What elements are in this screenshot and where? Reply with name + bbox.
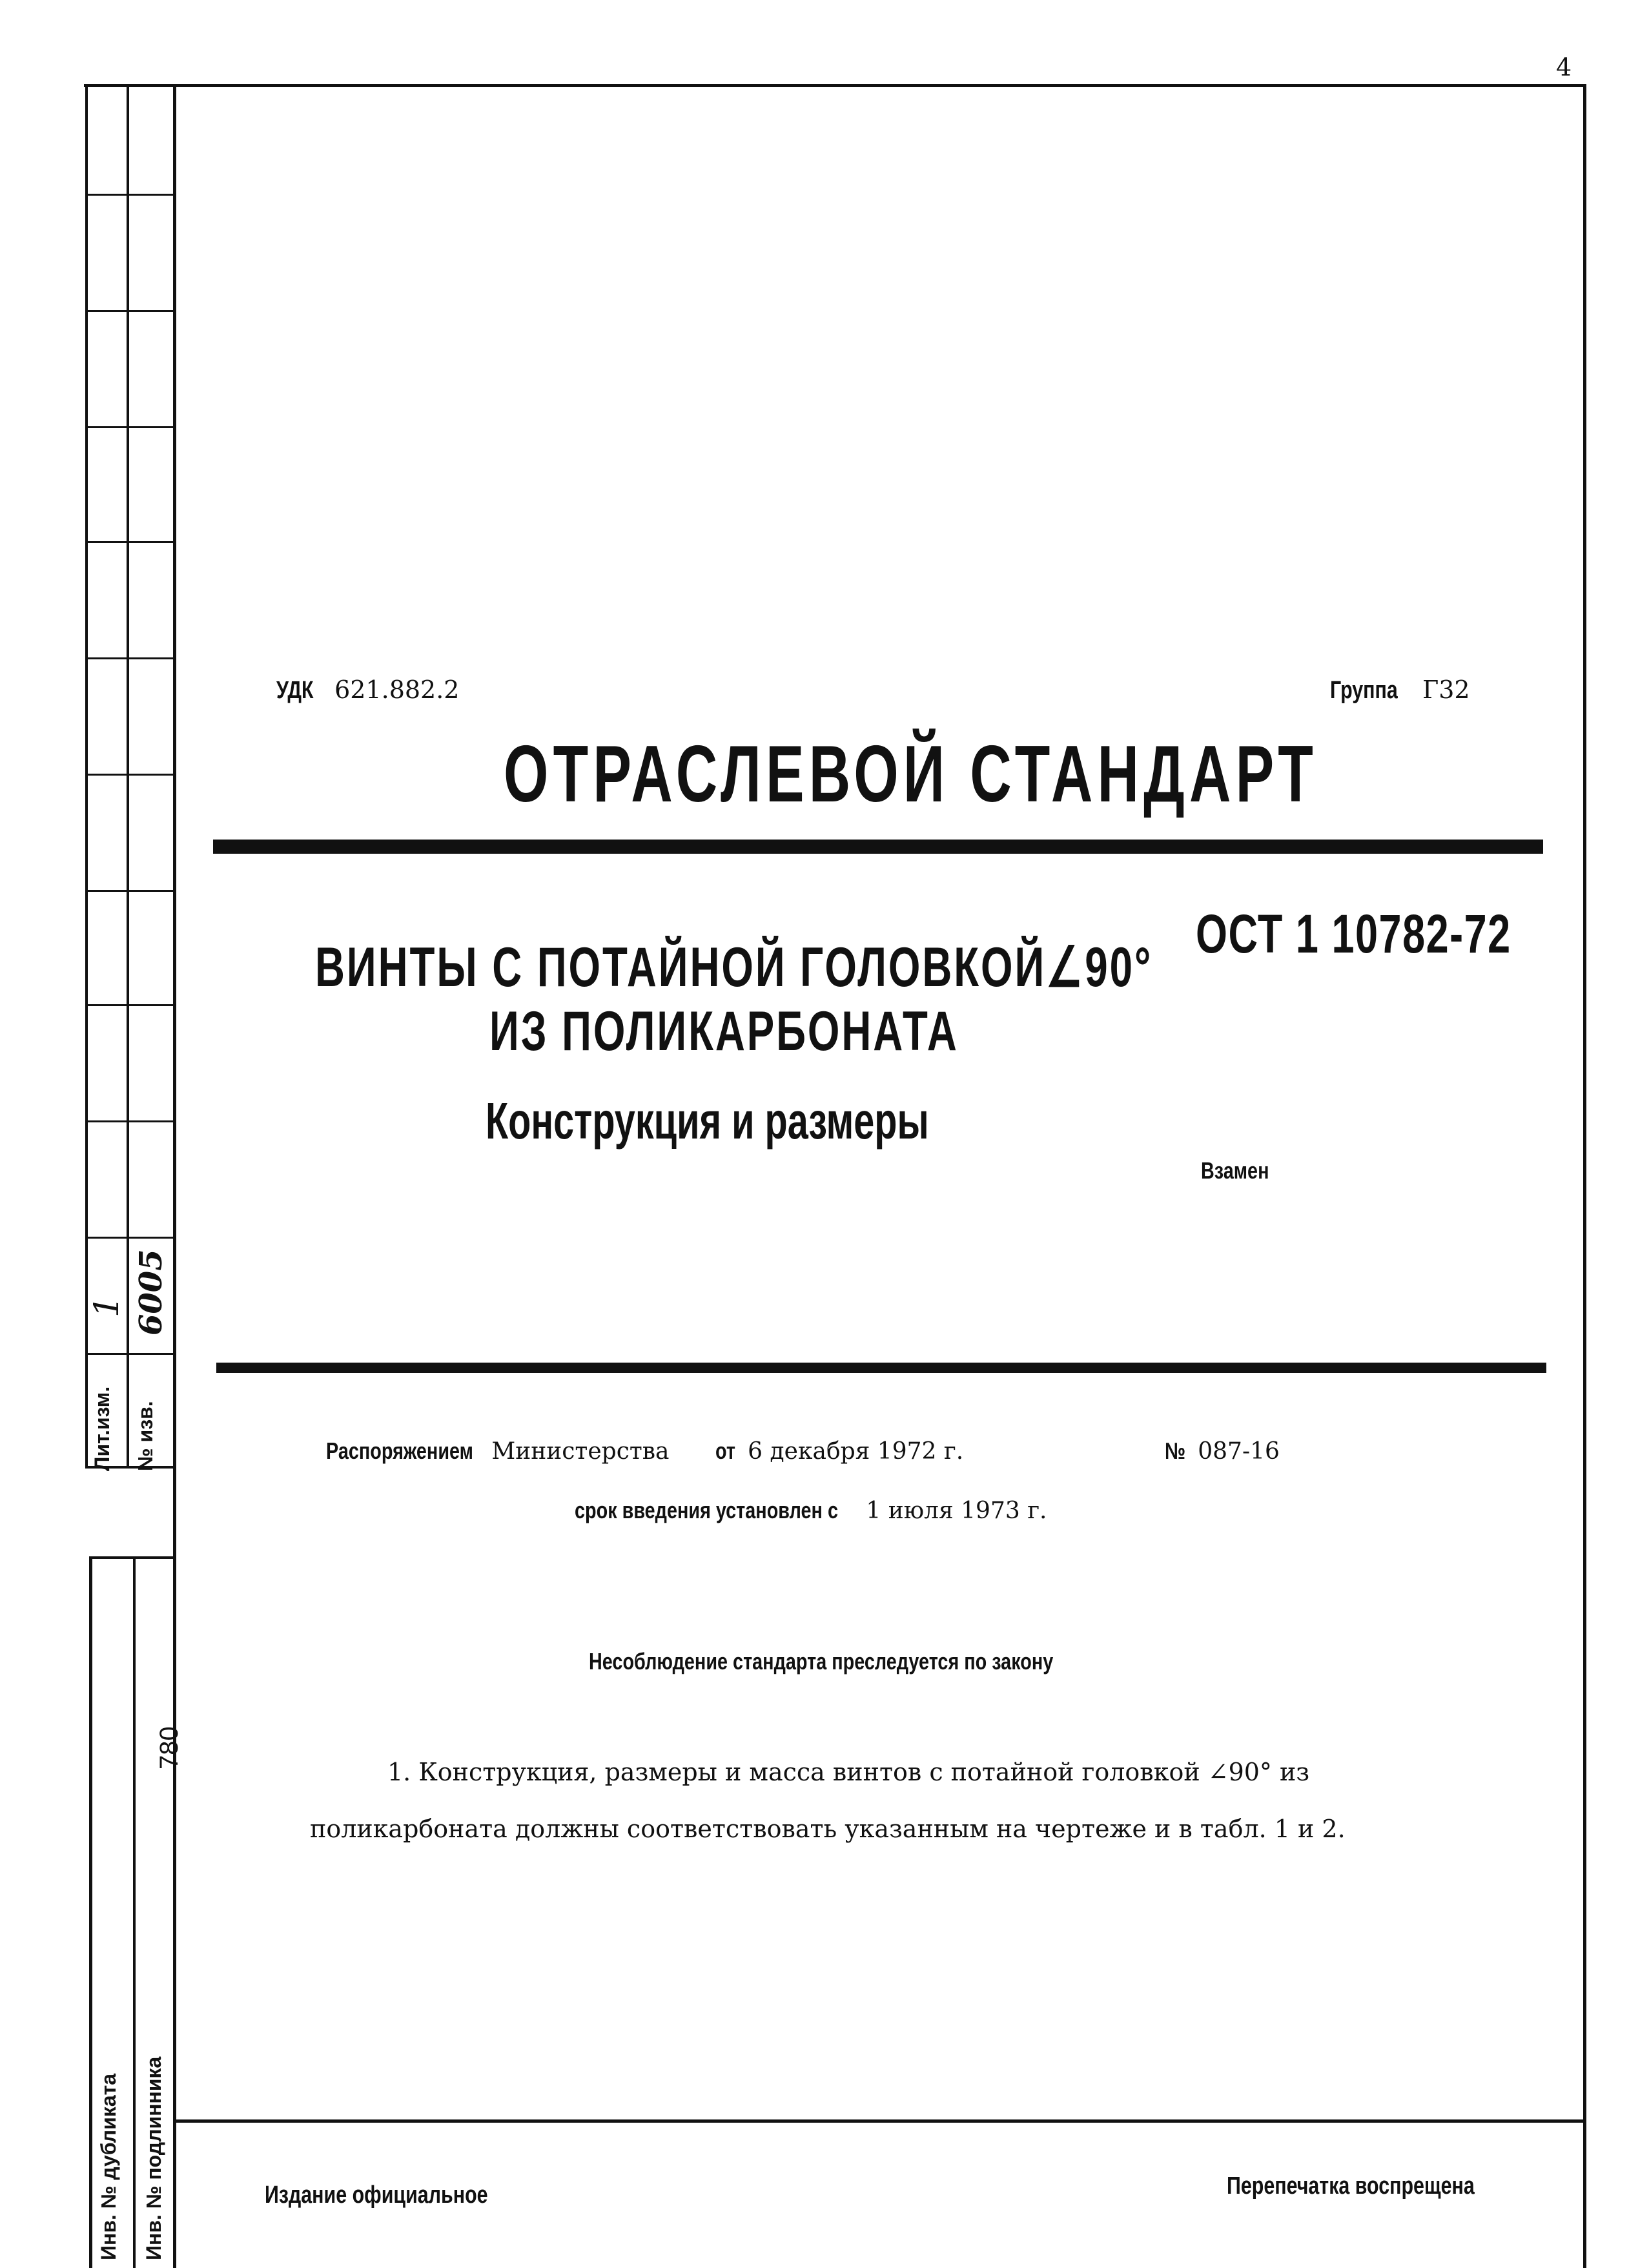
law-note: Несоблюдение стандарта преследуется по закону	[589, 1648, 1054, 1675]
body-paragraph-line1: 1. Конструкция, размеры и масса винтов с потайной головкой ∠90° из	[387, 1758, 1310, 1786]
effective-label: срок введения установлен с	[575, 1497, 838, 1523]
udk-label: УДК	[276, 677, 314, 704]
group-code	[1330, 675, 1470, 705]
effective-date: 1 июля 1973 г.	[866, 1498, 1047, 1524]
margin-cell-line	[85, 890, 176, 892]
order-rule	[216, 1363, 1546, 1373]
order-label: Распоряжением	[326, 1438, 473, 1464]
group-value: Г32	[1422, 675, 1470, 704]
margin-cell-line	[85, 426, 176, 428]
margin-cell-line	[85, 1353, 176, 1355]
margin-cell-line	[85, 194, 176, 196]
margin-cell-line	[85, 1004, 176, 1006]
body-paragraph-line2: поликарбоната должны соответствовать указанным на чертеже и в табл. 1 и 2.	[310, 1815, 1346, 1843]
margin-lit-value: 1	[88, 1295, 127, 1317]
margin-cell-line	[85, 541, 176, 543]
order-issuer: Министерства	[491, 1438, 670, 1465]
order-line	[326, 1438, 1280, 1465]
margin-inv-value: 780	[155, 1726, 183, 1769]
order-date: 6 декабря 1972 г.	[748, 1438, 964, 1465]
margin-cell-line	[85, 774, 176, 776]
title-rule	[213, 840, 1543, 854]
document-name-line1: ВИНТЫ С ПОТАЙНОЙ ГОЛОВКОЙ∠90°	[315, 936, 1153, 998]
order-date-prefix: от	[715, 1438, 735, 1464]
page-number: 4	[1556, 53, 1572, 81]
margin-cell-line	[85, 1120, 176, 1122]
effective-line	[575, 1497, 1047, 1524]
udk-value: 621.882.2	[334, 675, 460, 704]
frame-right	[1583, 84, 1586, 2268]
margin-line-mid-lower	[133, 1556, 136, 2268]
margin-original-label: Инв. № подлинника	[142, 2056, 165, 2260]
margin-cell-line	[85, 310, 176, 312]
margin-cell-line	[85, 1237, 176, 1239]
footer-rule	[173, 2119, 1584, 2123]
margin-line-outer-lower	[89, 1556, 92, 2268]
document-name-line2: ИЗ ПОЛИКАРБОНАТА	[489, 1000, 959, 1062]
frame-top	[84, 84, 1586, 87]
udk-code	[276, 675, 459, 705]
reprint-note: Перепечатка воспрещена	[1227, 2172, 1475, 2200]
frame-left	[173, 84, 176, 2268]
margin-duplicate-label: Инв. № дубликата	[97, 2073, 120, 2260]
order-number: 087-16	[1198, 1438, 1280, 1465]
page-title: ОТРАСЛЕВОЙ СТАНДАРТ	[504, 730, 1318, 819]
standard-code: ОСТ 1 10782-72	[1196, 903, 1511, 964]
margin-lower-top	[89, 1556, 176, 1559]
edition-note: Издание официальное	[265, 2181, 488, 2209]
order-number-label: №	[1164, 1438, 1185, 1464]
margin-izv-value: 6005	[133, 1249, 169, 1335]
replaces-label: Взамен	[1201, 1157, 1269, 1184]
margin-izv-label: № изв.	[134, 1401, 157, 1471]
document-subtitle: Конструкция и размеры	[486, 1092, 929, 1149]
group-label: Группа	[1330, 677, 1398, 704]
margin-cell-line	[85, 657, 176, 659]
margin-lit-label: Лит.изм.	[90, 1386, 114, 1471]
